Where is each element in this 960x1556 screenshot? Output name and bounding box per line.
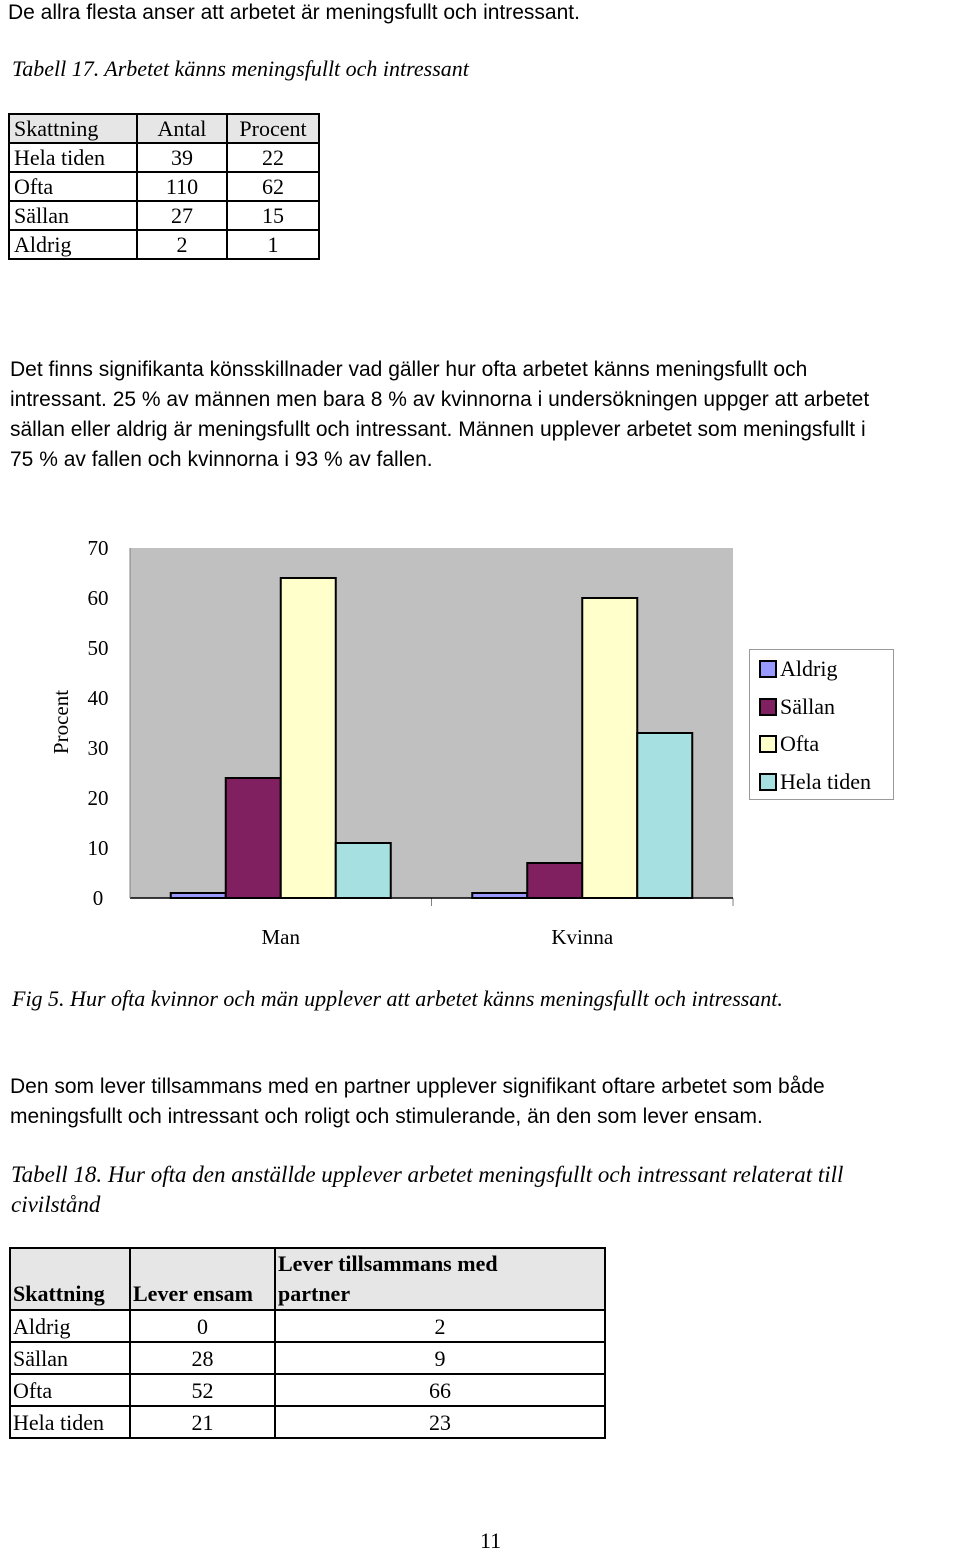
legend-swatch <box>759 660 777 678</box>
y-tick-label: 30 <box>87 736 109 760</box>
paragraph-line: Det finns signifikanta könsskillnader vad gäller hur ofta arbetet känns meningsfullt och <box>10 358 808 381</box>
bar-kvinna-ofta <box>582 598 637 898</box>
table-cell: Ofta <box>9 172 137 201</box>
table-cell: Ofta <box>10 1374 130 1406</box>
header-text: Lever tillsammans med <box>278 1251 498 1276</box>
table-cell: 9 <box>275 1342 605 1374</box>
chart-legend <box>749 649 894 800</box>
intro-line: De allra flesta anser att arbetet är meningsfullt och intressant. <box>8 1 580 24</box>
table-cell: 2 <box>137 230 227 259</box>
x-category-label: Man <box>261 925 300 949</box>
paragraph-1 <box>10 355 960 475</box>
table-cell: 1 <box>227 230 319 259</box>
table-cell: 28 <box>130 1342 275 1374</box>
table-cell: 15 <box>227 201 319 230</box>
table-cell: 2 <box>275 1310 605 1342</box>
table17-caption: Tabell 17. Arbetet känns meningsfullt och intressant <box>12 56 469 81</box>
table-cell: 39 <box>137 143 227 172</box>
table-row <box>10 1406 605 1438</box>
table17 <box>8 113 320 260</box>
table17-header-row <box>9 114 319 143</box>
y-tick-label: 10 <box>87 836 109 860</box>
header-text: partner <box>278 1281 351 1306</box>
table-cell: Hela tiden <box>9 143 137 172</box>
bar-man-hela-tiden <box>336 843 391 898</box>
legend-swatch <box>759 698 777 716</box>
paragraph-2 <box>10 1072 960 1132</box>
legend-swatch <box>759 735 777 753</box>
page-number: 11 <box>480 1528 502 1553</box>
table18-header-lever-ensam: Lever ensam <box>130 1248 275 1310</box>
table17-header-skattning: Skattning <box>9 114 137 143</box>
table-cell: Sällan <box>9 201 137 230</box>
paragraph-line: intressant. 25 % av männen men bara 8 % av kvinnorna i undersökningen uppger att arbetet <box>10 388 870 411</box>
x-category-label: Kvinna <box>551 925 614 949</box>
table-cell: 27 <box>137 201 227 230</box>
table-row <box>9 230 319 259</box>
table18-header-row <box>10 1248 605 1310</box>
bar-man-ofta <box>281 578 336 898</box>
table-cell: 23 <box>275 1406 605 1438</box>
legend-label: Ofta <box>780 731 820 756</box>
paragraph-line: Den som lever tillsammans med en partner upplever signifikant oftare arbetet som både <box>10 1075 825 1098</box>
table-cell: Sällan <box>10 1342 130 1374</box>
y-tick-label: 70 <box>87 536 109 560</box>
paragraph-line: meningsfullt och intressant och roligt och stimulerande, än den som lever ensam. <box>10 1105 763 1128</box>
legend-label: Hela tiden <box>780 768 872 794</box>
table18 <box>9 1247 606 1439</box>
table18-header-lever-tillsammans <box>275 1248 605 1310</box>
table-row <box>9 201 319 230</box>
table-cell: 21 <box>130 1406 275 1438</box>
bar-man-sällan <box>226 778 281 898</box>
y-tick-label: 50 <box>87 636 109 660</box>
table-cell: 0 <box>130 1310 275 1342</box>
table18-caption-line: civilstånd <box>11 1192 101 1217</box>
table-cell: Aldrig <box>10 1310 130 1342</box>
bar-kvinna-hela-tiden <box>637 733 692 898</box>
table-cell: Hela tiden <box>10 1406 130 1438</box>
paragraph-line: sällan eller aldrig är meningsfullt och intressant. Männen upplever arbetet som meningsfullt i <box>10 418 866 441</box>
y-tick-label: 60 <box>87 586 109 610</box>
table-row <box>9 172 319 201</box>
legend-swatch <box>759 773 777 791</box>
paragraph-line: 75 % av fallen och kvinnorna i 93 % av fallen. <box>10 448 433 471</box>
table-row <box>10 1342 605 1374</box>
table18-header-skattning: Skattning <box>10 1248 130 1310</box>
table17-header-procent: Procent <box>227 114 319 143</box>
fig5-caption: Fig 5. Hur ofta kvinnor och män upplever att arbetet känns meningsfullt och intressant. <box>12 986 783 1011</box>
table-cell: 22 <box>227 143 319 172</box>
table-row <box>10 1374 605 1406</box>
y-axis-label: Procent <box>49 689 73 755</box>
table18-caption-line: Tabell 18. Hur ofta den anställde upplever arbetet meningsfullt och intressant relaterat till <box>11 1162 844 1187</box>
table-row <box>10 1310 605 1342</box>
table-cell: 52 <box>130 1374 275 1406</box>
legend-label: Sällan <box>780 693 835 719</box>
table-cell: 66 <box>275 1374 605 1406</box>
table-cell: 110 <box>137 172 227 201</box>
table17-header-antal: Antal <box>137 114 227 143</box>
table18-caption <box>11 1160 843 1220</box>
table-cell: Aldrig <box>9 230 137 259</box>
table-cell: 62 <box>227 172 319 201</box>
bar-kvinna-sällan <box>527 863 582 898</box>
y-tick-label: 20 <box>87 786 109 810</box>
legend-label: Aldrig <box>780 656 838 681</box>
y-tick-label: 40 <box>87 686 109 710</box>
y-tick-label: 0 <box>92 886 104 910</box>
table-row <box>9 143 319 172</box>
